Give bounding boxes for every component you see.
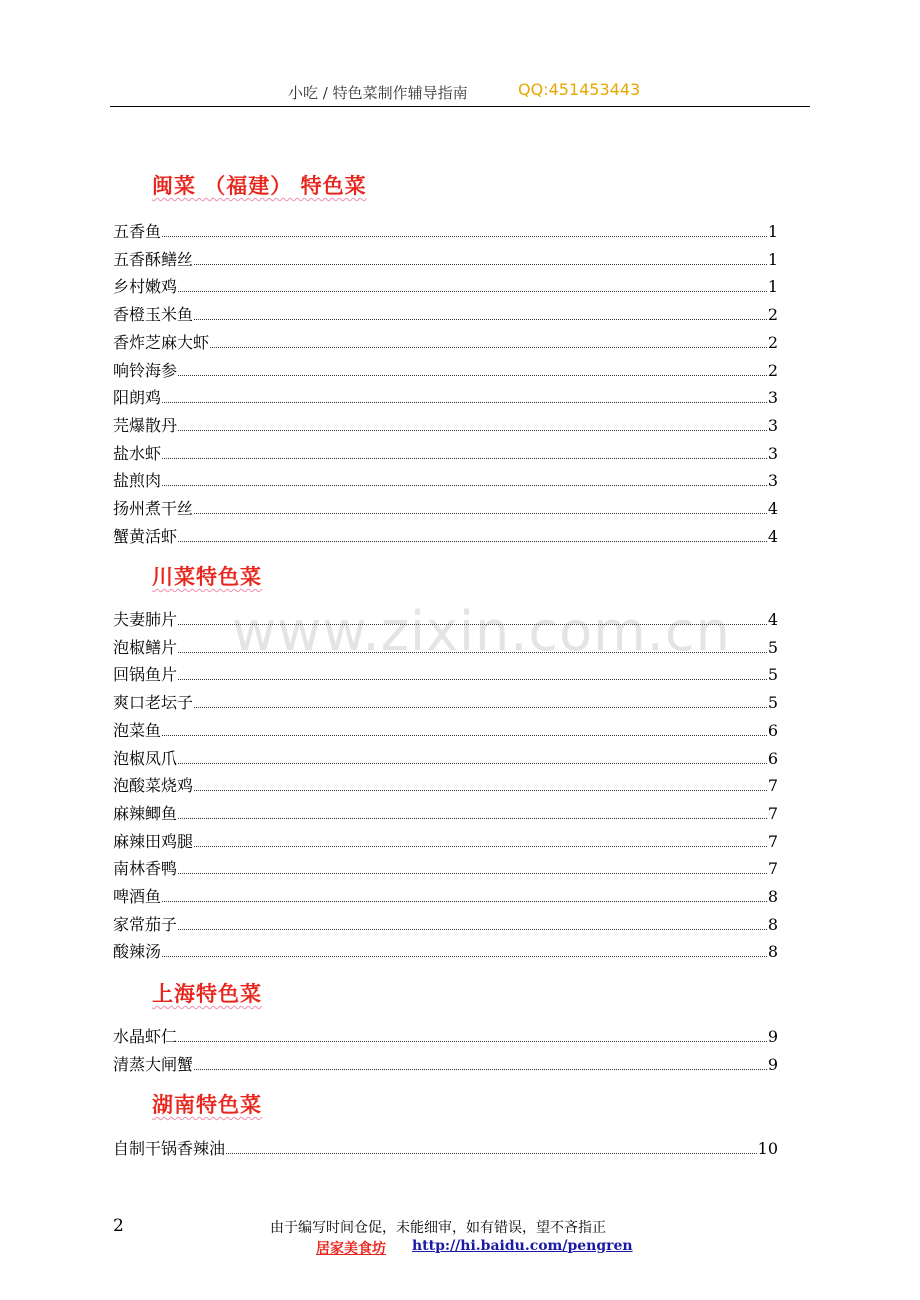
dot-leader bbox=[162, 402, 767, 403]
toc-entry[interactable] bbox=[113, 496, 778, 520]
toc-entry-page: 5 bbox=[767, 693, 778, 713]
toc-entry-page: 6 bbox=[767, 720, 778, 740]
toc-entry-page: 5 bbox=[767, 665, 778, 685]
dot-leader bbox=[178, 929, 767, 930]
toc-entry[interactable] bbox=[113, 302, 778, 326]
dot-leader bbox=[194, 1069, 767, 1070]
dot-leader bbox=[194, 513, 767, 514]
toc-entry-name: 蟹黄活虾 bbox=[113, 526, 178, 546]
dot-leader bbox=[162, 458, 767, 459]
toc-entry[interactable] bbox=[113, 1136, 778, 1160]
toc-entry[interactable] bbox=[113, 635, 778, 659]
section-title: 上海特色菜 bbox=[152, 982, 262, 1006]
toc-entry-page: 7 bbox=[767, 776, 778, 796]
toc-entry-page: 7 bbox=[767, 859, 778, 879]
dot-leader bbox=[162, 956, 767, 957]
section-title: 湖南特色菜 bbox=[152, 1093, 262, 1117]
toc-entry-page: 4 bbox=[767, 526, 778, 546]
dot-leader bbox=[194, 707, 767, 708]
toc-entry-page: 8 bbox=[767, 887, 778, 906]
toc-entry-name: 阳朗鸡 bbox=[113, 388, 162, 408]
dot-leader bbox=[178, 375, 767, 376]
section-title: 闽菜 （福建） 特色菜 bbox=[152, 174, 367, 198]
toc-entry-name: 五香鱼 bbox=[113, 222, 162, 241]
dot-leader bbox=[178, 818, 767, 819]
toc-entry-name: 家常茄子 bbox=[113, 914, 178, 934]
toc-entry-page: 1 bbox=[767, 277, 778, 297]
toc-entry[interactable] bbox=[113, 607, 778, 631]
toc-entry-page: 3 bbox=[767, 415, 778, 435]
toc-entry-page: 9 bbox=[767, 1027, 778, 1046]
toc-entry-page: 2 bbox=[767, 332, 778, 352]
toc-entry-name: 清蒸大闸蟹 bbox=[113, 1054, 194, 1074]
dot-leader bbox=[194, 264, 767, 265]
toc-entry-page: 8 bbox=[767, 914, 778, 934]
toc-entry[interactable] bbox=[113, 413, 778, 437]
toc-entry-name: 香炸芝麻大虾 bbox=[113, 332, 210, 352]
footer-url-link[interactable]: http://hi.baidu.com/pengren bbox=[412, 1238, 633, 1254]
toc-entry[interactable] bbox=[113, 441, 778, 465]
toc-entry-name: 扬州煮干丝 bbox=[113, 499, 194, 518]
dot-leader bbox=[194, 790, 767, 791]
dot-leader bbox=[162, 236, 767, 237]
toc-entry-page: 3 bbox=[767, 471, 778, 491]
toc-entry[interactable] bbox=[113, 524, 778, 548]
header-title: 小吃 / 特色菜制作辅导指南 bbox=[288, 84, 468, 102]
toc-entry-name: 芫爆散丹 bbox=[113, 415, 178, 435]
toc-entry-name: 盐煎肉 bbox=[113, 471, 162, 491]
toc-entry-page: 3 bbox=[767, 443, 778, 463]
dot-leader bbox=[226, 1153, 757, 1154]
toc-entry[interactable] bbox=[113, 884, 778, 908]
toc-entry[interactable] bbox=[113, 1024, 778, 1048]
toc-entry[interactable] bbox=[113, 856, 778, 880]
toc-entry-name: 酸辣汤 bbox=[113, 942, 162, 962]
dot-leader bbox=[178, 652, 767, 653]
toc-entry-name: 香橙玉米鱼 bbox=[113, 305, 194, 325]
dot-leader bbox=[210, 347, 767, 348]
toc-entry[interactable] bbox=[113, 773, 778, 797]
toc-entry-name: 夫妻肺片 bbox=[113, 610, 178, 629]
header-qq: QQ:451453443 bbox=[518, 80, 641, 99]
toc-entry-page: 2 bbox=[767, 305, 778, 325]
toc-entry-name: 盐水虾 bbox=[113, 443, 162, 463]
toc-entry-page: 4 bbox=[767, 499, 778, 518]
toc-entry-page: 7 bbox=[767, 831, 778, 851]
toc-entry-page: 4 bbox=[767, 610, 778, 629]
toc-entry-name: 啤酒鱼 bbox=[113, 887, 162, 906]
toc-entry[interactable] bbox=[113, 274, 778, 298]
dot-leader bbox=[194, 319, 767, 320]
toc-entry[interactable] bbox=[113, 385, 778, 409]
toc-entry[interactable] bbox=[113, 718, 778, 742]
toc-entry[interactable] bbox=[113, 1052, 778, 1076]
toc-entry[interactable] bbox=[113, 829, 778, 853]
toc-entry-page: 2 bbox=[767, 360, 778, 380]
toc-entry-page: 6 bbox=[767, 748, 778, 768]
section-title: 川菜特色菜 bbox=[152, 565, 262, 589]
watermark: www.zixin.com.cn bbox=[232, 600, 731, 663]
dot-leader bbox=[178, 1041, 767, 1042]
dot-leader bbox=[178, 624, 767, 625]
toc-entry-name: 麻辣田鸡腿 bbox=[113, 831, 194, 851]
footer-site-link[interactable]: 居家美食坊 bbox=[316, 1241, 386, 1257]
dot-leader bbox=[178, 291, 767, 292]
toc-entry-page: 1 bbox=[767, 222, 778, 241]
toc-entry-name: 南林香鸭 bbox=[113, 859, 178, 879]
dot-leader bbox=[178, 541, 767, 542]
toc-entry-name: 五香酥鳝丝 bbox=[113, 249, 194, 269]
page-number: 2 bbox=[113, 1216, 124, 1236]
toc-entry-page: 10 bbox=[757, 1139, 778, 1158]
toc-entry-page: 1 bbox=[767, 249, 778, 269]
dot-leader bbox=[162, 485, 767, 486]
toc-entry-page: 9 bbox=[767, 1054, 778, 1074]
dot-leader bbox=[162, 735, 767, 736]
toc-entry[interactable] bbox=[113, 662, 778, 686]
dot-leader bbox=[178, 430, 767, 431]
toc-entry[interactable] bbox=[113, 939, 778, 963]
toc-entry[interactable] bbox=[113, 330, 778, 354]
dot-leader bbox=[178, 763, 767, 764]
toc-entry-page: 5 bbox=[767, 637, 778, 657]
toc-entry-page: 3 bbox=[767, 388, 778, 408]
toc-entry-name: 自制干锅香辣油 bbox=[113, 1139, 226, 1158]
toc-entry-page: 8 bbox=[767, 942, 778, 962]
toc-entry-name: 泡菜鱼 bbox=[113, 720, 162, 740]
toc-entry-name: 泡椒鳝片 bbox=[113, 637, 178, 657]
toc-entry-name: 麻辣鲫鱼 bbox=[113, 803, 178, 823]
toc-entry-name: 回锅鱼片 bbox=[113, 665, 178, 685]
toc-entry-name: 泡椒凤爪 bbox=[113, 748, 178, 768]
toc-entry[interactable] bbox=[113, 690, 778, 714]
toc-entry[interactable] bbox=[113, 219, 778, 243]
toc-entry[interactable] bbox=[113, 746, 778, 770]
toc-entry-name: 乡村嫩鸡 bbox=[113, 277, 178, 297]
dot-leader bbox=[162, 901, 767, 902]
dot-leader bbox=[178, 679, 767, 680]
toc-entry[interactable] bbox=[113, 358, 778, 382]
toc-entry[interactable] bbox=[113, 912, 778, 936]
dot-leader bbox=[194, 846, 767, 847]
toc-entry-name: 泡酸菜烧鸡 bbox=[113, 776, 194, 796]
toc-entry[interactable] bbox=[113, 468, 778, 492]
toc-entry[interactable] bbox=[113, 801, 778, 825]
toc-entry-name: 响铃海参 bbox=[113, 360, 178, 380]
footer-note: 由于编写时间仓促，未能细审，如有错误，望不吝指正 bbox=[270, 1220, 606, 1236]
toc-entry[interactable] bbox=[113, 247, 778, 271]
dot-leader bbox=[178, 873, 767, 874]
toc-entry-name: 水晶虾仁 bbox=[113, 1027, 178, 1046]
toc-entry-name: 爽口老坛子 bbox=[113, 693, 194, 713]
page-header bbox=[110, 80, 810, 107]
toc-entry-page: 7 bbox=[767, 803, 778, 823]
